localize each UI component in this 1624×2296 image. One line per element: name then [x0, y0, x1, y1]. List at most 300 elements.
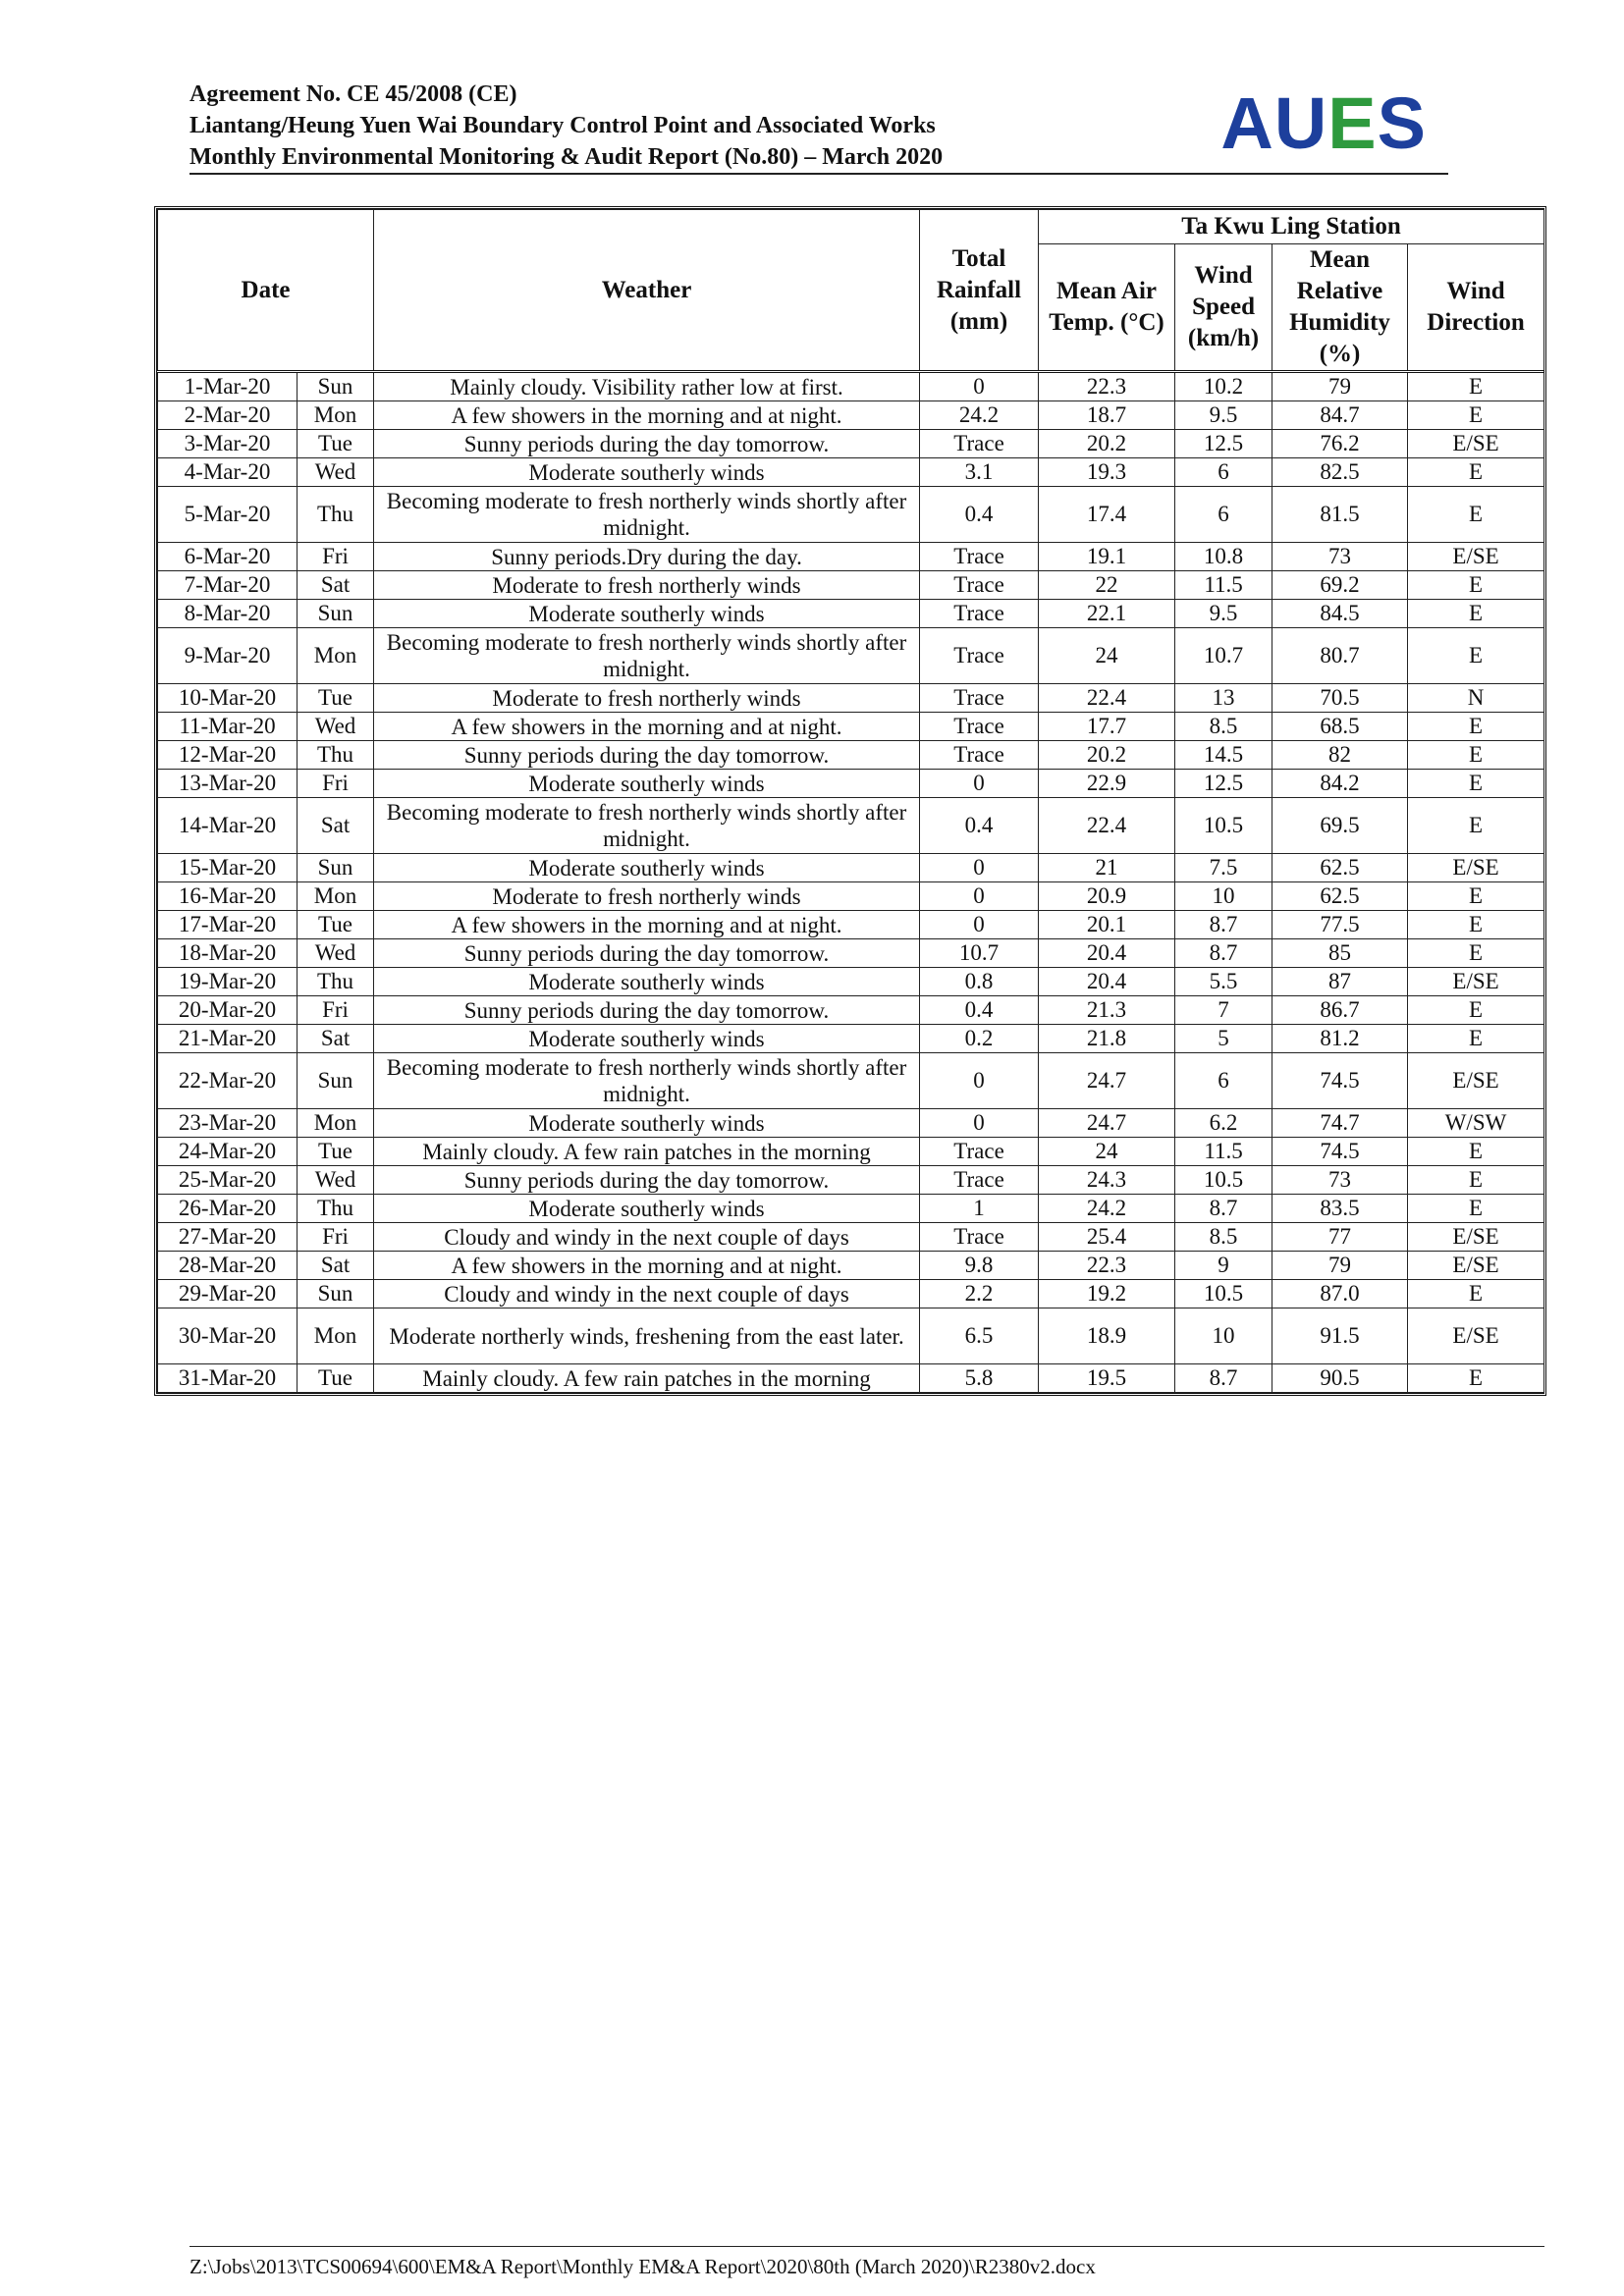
row-rainfall: Trace [920, 1223, 1039, 1252]
row-wind-direction: E [1408, 401, 1544, 430]
row-humidity: 87.0 [1272, 1280, 1408, 1308]
row-weather: A few showers in the morning and at night. [374, 713, 920, 741]
row-wind-direction: E [1408, 713, 1544, 741]
row-date: 5-Mar-20 [158, 487, 298, 543]
row-humidity: 74.5 [1272, 1053, 1408, 1109]
row-date: 14-Mar-20 [158, 798, 298, 854]
row-day: Tue [298, 430, 374, 458]
row-wind-speed: 7.5 [1175, 854, 1272, 882]
row-humidity: 62.5 [1272, 882, 1408, 911]
row-temp: 22.3 [1039, 372, 1175, 401]
row-wind-speed: 12.5 [1175, 770, 1272, 798]
row-temp: 20.4 [1039, 968, 1175, 996]
logo-text-s: S [1377, 82, 1427, 164]
row-day: Mon [298, 1308, 374, 1364]
row-rainfall: 0 [920, 854, 1039, 882]
row-temp: 21.8 [1039, 1025, 1175, 1053]
row-date: 12-Mar-20 [158, 741, 298, 770]
row-day: Mon [298, 628, 374, 684]
row-weather: Cloudy and windy in the next couple of days [374, 1280, 920, 1308]
row-weather: Moderate southerly winds [374, 1025, 920, 1053]
row-temp: 24.2 [1039, 1195, 1175, 1223]
table-row [158, 628, 1544, 684]
table-row [158, 1166, 1544, 1195]
row-temp: 19.1 [1039, 543, 1175, 571]
row-rainfall: 0 [920, 882, 1039, 911]
row-humidity: 77 [1272, 1223, 1408, 1252]
row-humidity: 76.2 [1272, 430, 1408, 458]
table-row [158, 1195, 1544, 1223]
row-weather: Sunny periods during the day tomorrow. [374, 996, 920, 1025]
row-weather: Moderate to fresh northerly winds [374, 684, 920, 713]
row-day: Thu [298, 487, 374, 543]
row-day: Mon [298, 882, 374, 911]
row-wind-speed: 13 [1175, 684, 1272, 713]
row-temp: 18.7 [1039, 401, 1175, 430]
row-humidity: 83.5 [1272, 1195, 1408, 1223]
row-rainfall: Trace [920, 684, 1039, 713]
row-day: Sun [298, 1280, 374, 1308]
row-weather: Sunny periods during the day tomorrow. [374, 939, 920, 968]
row-day: Sat [298, 1025, 374, 1053]
table-row [158, 741, 1544, 770]
table-row [158, 882, 1544, 911]
row-date: 29-Mar-20 [158, 1280, 298, 1308]
row-wind-speed: 11.5 [1175, 1138, 1272, 1166]
row-wind-direction: E [1408, 1364, 1544, 1393]
row-day: Thu [298, 968, 374, 996]
row-date: 31-Mar-20 [158, 1364, 298, 1393]
row-wind-direction: E [1408, 1195, 1544, 1223]
row-wind-speed: 12.5 [1175, 430, 1272, 458]
header-weather: Weather [374, 210, 920, 372]
row-humidity: 77.5 [1272, 911, 1408, 939]
row-temp: 20.2 [1039, 430, 1175, 458]
row-date: 17-Mar-20 [158, 911, 298, 939]
table-row [158, 1053, 1544, 1109]
row-humidity: 80.7 [1272, 628, 1408, 684]
row-wind-speed: 6.2 [1175, 1109, 1272, 1138]
row-date: 7-Mar-20 [158, 571, 298, 600]
row-rainfall: 0 [920, 1109, 1039, 1138]
row-date: 23-Mar-20 [158, 1109, 298, 1138]
row-wind-speed: 8.5 [1175, 1223, 1272, 1252]
row-date: 3-Mar-20 [158, 430, 298, 458]
row-humidity: 84.5 [1272, 600, 1408, 628]
row-weather: Sunny periods during the day tomorrow. [374, 1166, 920, 1195]
row-day: Tue [298, 1138, 374, 1166]
row-wind-direction: E [1408, 628, 1544, 684]
header-date: Date [158, 210, 374, 372]
row-wind-direction: E/SE [1408, 1223, 1544, 1252]
row-wind-direction: E [1408, 996, 1544, 1025]
row-humidity: 82 [1272, 741, 1408, 770]
row-humidity: 86.7 [1272, 996, 1408, 1025]
row-day: Mon [298, 401, 374, 430]
table-row [158, 1223, 1544, 1252]
row-date: 4-Mar-20 [158, 458, 298, 487]
row-temp: 22.9 [1039, 770, 1175, 798]
row-rainfall: 6.5 [920, 1308, 1039, 1364]
row-humidity: 73 [1272, 1166, 1408, 1195]
table-row [158, 401, 1544, 430]
row-rainfall: Trace [920, 713, 1039, 741]
row-wind-speed: 8.7 [1175, 1364, 1272, 1393]
row-date: 25-Mar-20 [158, 1166, 298, 1195]
row-wind-direction: E [1408, 770, 1544, 798]
row-rainfall: 3.1 [920, 458, 1039, 487]
row-day: Sat [298, 798, 374, 854]
header-text-block [189, 79, 943, 173]
row-temp: 22.1 [1039, 600, 1175, 628]
row-weather: Cloudy and windy in the next couple of days [374, 1223, 920, 1252]
row-rainfall: 0 [920, 1053, 1039, 1109]
table-row [158, 770, 1544, 798]
row-wind-direction: W/SW [1408, 1109, 1544, 1138]
row-humidity: 84.2 [1272, 770, 1408, 798]
row-rainfall: Trace [920, 571, 1039, 600]
row-weather: Becoming moderate to fresh northerly winds shortly after midnight. [374, 1053, 920, 1109]
row-humidity: 81.5 [1272, 487, 1408, 543]
row-humidity: 69.5 [1272, 798, 1408, 854]
row-humidity: 73 [1272, 543, 1408, 571]
project-title: Liantang/Heung Yuen Wai Boundary Control Point and Associated Works [189, 113, 936, 138]
row-weather: Mainly cloudy. A few rain patches in the morning [374, 1138, 920, 1166]
row-day: Sat [298, 1252, 374, 1280]
row-date: 21-Mar-20 [158, 1025, 298, 1053]
row-temp: 17.4 [1039, 487, 1175, 543]
row-temp: 19.3 [1039, 458, 1175, 487]
row-date: 6-Mar-20 [158, 543, 298, 571]
row-temp: 21.3 [1039, 996, 1175, 1025]
table-row [158, 798, 1544, 854]
page-footer [189, 2246, 1544, 2279]
row-wind-direction: E [1408, 741, 1544, 770]
row-rainfall: 2.2 [920, 1280, 1039, 1308]
row-wind-speed: 6 [1175, 487, 1272, 543]
row-weather: Mainly cloudy. Visibility rather low at first. [374, 372, 920, 401]
header-humidity: Mean Relative Humidity (%) [1272, 244, 1408, 372]
row-weather: Moderate northerly winds, freshening from the east later. [374, 1308, 920, 1364]
row-humidity: 87 [1272, 968, 1408, 996]
row-wind-speed: 10 [1175, 882, 1272, 911]
table-row [158, 1025, 1544, 1053]
row-rainfall: Trace [920, 1138, 1039, 1166]
table-row [158, 487, 1544, 543]
row-wind-speed: 10.5 [1175, 798, 1272, 854]
row-date: 15-Mar-20 [158, 854, 298, 882]
row-wind-direction: E [1408, 882, 1544, 911]
row-weather: Sunny periods during the day tomorrow. [374, 430, 920, 458]
table-row [158, 1364, 1544, 1393]
row-temp: 22.4 [1039, 798, 1175, 854]
row-day: Sun [298, 600, 374, 628]
row-weather: Becoming moderate to fresh northerly winds shortly after midnight. [374, 628, 920, 684]
row-wind-speed: 7 [1175, 996, 1272, 1025]
row-wind-speed: 6 [1175, 1053, 1272, 1109]
report-title: Monthly Environmental Monitoring & Audit Report (No.80) – March 2020 [189, 144, 944, 170]
row-humidity: 79 [1272, 372, 1408, 401]
row-weather: Moderate southerly winds [374, 1195, 920, 1223]
row-weather: Moderate to fresh northerly winds [374, 882, 920, 911]
row-day: Sat [298, 571, 374, 600]
row-wind-direction: E [1408, 911, 1544, 939]
row-weather: Moderate southerly winds [374, 600, 920, 628]
table-row [158, 1308, 1544, 1364]
row-rainfall: Trace [920, 600, 1039, 628]
row-temp: 21 [1039, 854, 1175, 882]
row-rainfall: 24.2 [920, 401, 1039, 430]
weather-table-container [154, 206, 1546, 1396]
row-date: 18-Mar-20 [158, 939, 298, 968]
row-temp: 22.3 [1039, 1252, 1175, 1280]
row-temp: 24.7 [1039, 1109, 1175, 1138]
row-day: Tue [298, 684, 374, 713]
row-temp: 24.3 [1039, 1166, 1175, 1195]
row-wind-direction: E/SE [1408, 543, 1544, 571]
row-wind-direction: E [1408, 1138, 1544, 1166]
header-rainfall: Total Rainfall (mm) [920, 210, 1039, 372]
row-weather: Becoming moderate to fresh northerly winds shortly after midnight. [374, 487, 920, 543]
row-day: Wed [298, 939, 374, 968]
row-rainfall: 5.8 [920, 1364, 1039, 1393]
row-wind-speed: 8.5 [1175, 713, 1272, 741]
row-weather: Sunny periods.Dry during the day. [374, 543, 920, 571]
row-weather: Mainly cloudy. A few rain patches in the morning [374, 1364, 920, 1393]
row-wind-speed: 10 [1175, 1308, 1272, 1364]
row-temp: 17.7 [1039, 713, 1175, 741]
row-temp: 20.1 [1039, 911, 1175, 939]
row-rainfall: Trace [920, 430, 1039, 458]
row-wind-speed: 9 [1175, 1252, 1272, 1280]
row-rainfall: 0 [920, 911, 1039, 939]
row-humidity: 84.7 [1272, 401, 1408, 430]
row-wind-speed: 6 [1175, 458, 1272, 487]
table-row [158, 1138, 1544, 1166]
row-humidity: 68.5 [1272, 713, 1408, 741]
row-wind-speed: 8.7 [1175, 911, 1272, 939]
row-humidity: 74.5 [1272, 1138, 1408, 1166]
row-day: Wed [298, 458, 374, 487]
row-humidity: 85 [1272, 939, 1408, 968]
table-row [158, 939, 1544, 968]
header-station: Ta Kwu Ling Station [1039, 210, 1544, 244]
row-wind-direction: E/SE [1408, 854, 1544, 882]
table-body [158, 372, 1544, 1393]
row-date: 16-Mar-20 [158, 882, 298, 911]
row-date: 26-Mar-20 [158, 1195, 298, 1223]
row-date: 20-Mar-20 [158, 996, 298, 1025]
row-humidity: 74.7 [1272, 1109, 1408, 1138]
row-weather: Moderate southerly winds [374, 770, 920, 798]
row-rainfall: Trace [920, 628, 1039, 684]
table-row [158, 543, 1544, 571]
row-wind-speed: 11.5 [1175, 571, 1272, 600]
table-row [158, 713, 1544, 741]
row-day: Fri [298, 1223, 374, 1252]
row-wind-speed: 8.7 [1175, 1195, 1272, 1223]
header-temp: Mean Air Temp. (°C) [1039, 244, 1175, 372]
row-temp: 22.4 [1039, 684, 1175, 713]
row-wind-speed: 5 [1175, 1025, 1272, 1053]
row-temp: 19.2 [1039, 1280, 1175, 1308]
row-date: 22-Mar-20 [158, 1053, 298, 1109]
row-rainfall: Trace [920, 543, 1039, 571]
table-row [158, 684, 1544, 713]
row-humidity: 91.5 [1272, 1308, 1408, 1364]
row-rainfall: 10.7 [920, 939, 1039, 968]
agreement-number: Agreement No. CE 45/2008 (CE) [189, 81, 517, 107]
row-wind-direction: E/SE [1408, 430, 1544, 458]
row-wind-speed: 10.7 [1175, 628, 1272, 684]
row-date: 11-Mar-20 [158, 713, 298, 741]
row-temp: 24 [1039, 628, 1175, 684]
row-wind-speed: 10.8 [1175, 543, 1272, 571]
row-day: Fri [298, 996, 374, 1025]
row-weather: Sunny periods during the day tomorrow. [374, 741, 920, 770]
table-row [158, 372, 1544, 401]
row-date: 28-Mar-20 [158, 1252, 298, 1280]
header-divider [189, 173, 1448, 175]
row-humidity: 70.5 [1272, 684, 1408, 713]
row-wind-direction: E/SE [1408, 1308, 1544, 1364]
footer-divider [189, 2246, 1544, 2247]
row-humidity: 81.2 [1272, 1025, 1408, 1053]
row-wind-direction: E [1408, 458, 1544, 487]
row-date: 8-Mar-20 [158, 600, 298, 628]
row-weather: A few showers in the morning and at night. [374, 911, 920, 939]
row-day: Sun [298, 372, 374, 401]
row-date: 1-Mar-20 [158, 372, 298, 401]
row-weather: A few showers in the morning and at night. [374, 1252, 920, 1280]
row-day: Thu [298, 741, 374, 770]
row-weather: Moderate to fresh northerly winds [374, 571, 920, 600]
row-day: Thu [298, 1195, 374, 1223]
row-day: Tue [298, 911, 374, 939]
table-row [158, 996, 1544, 1025]
row-wind-direction: E [1408, 939, 1544, 968]
row-date: 30-Mar-20 [158, 1308, 298, 1364]
header-wind-speed: Wind Speed (km/h) [1175, 244, 1272, 372]
row-weather: Moderate southerly winds [374, 854, 920, 882]
row-temp: 20.4 [1039, 939, 1175, 968]
row-date: 24-Mar-20 [158, 1138, 298, 1166]
aues-logo [1220, 84, 1427, 163]
row-temp: 20.9 [1039, 882, 1175, 911]
logo-text-au: AU [1220, 82, 1328, 164]
row-wind-direction: N [1408, 684, 1544, 713]
row-wind-speed: 9.5 [1175, 401, 1272, 430]
row-day: Wed [298, 1166, 374, 1195]
row-day: Sun [298, 1053, 374, 1109]
row-wind-direction: E [1408, 1280, 1544, 1308]
row-humidity: 90.5 [1272, 1364, 1408, 1393]
row-rainfall: 0.4 [920, 487, 1039, 543]
row-temp: 22 [1039, 571, 1175, 600]
row-date: 2-Mar-20 [158, 401, 298, 430]
row-date: 13-Mar-20 [158, 770, 298, 798]
row-rainfall: Trace [920, 741, 1039, 770]
row-wind-speed: 10.5 [1175, 1166, 1272, 1195]
row-wind-speed: 10.5 [1175, 1280, 1272, 1308]
row-rainfall: 0.4 [920, 798, 1039, 854]
row-wind-speed: 9.5 [1175, 600, 1272, 628]
row-wind-direction: E/SE [1408, 968, 1544, 996]
row-wind-direction: E [1408, 372, 1544, 401]
row-date: 19-Mar-20 [158, 968, 298, 996]
row-wind-direction: E [1408, 1166, 1544, 1195]
row-wind-speed: 14.5 [1175, 741, 1272, 770]
row-wind-speed: 10.2 [1175, 372, 1272, 401]
row-wind-direction: E [1408, 487, 1544, 543]
table-row [158, 1109, 1544, 1138]
row-wind-direction: E [1408, 571, 1544, 600]
file-path: Z:\Jobs\2013\TCS00694\600\EM&A Report\Monthly EM&A Report\2020\80th (March 2020)\R2380v2.docx [189, 2255, 1096, 2278]
table-row [158, 1280, 1544, 1308]
table-row [158, 600, 1544, 628]
row-day: Wed [298, 713, 374, 741]
table-row [158, 571, 1544, 600]
row-rainfall: 0.4 [920, 996, 1039, 1025]
row-weather: Moderate southerly winds [374, 458, 920, 487]
row-day: Sun [298, 854, 374, 882]
table-row [158, 430, 1544, 458]
table-row [158, 854, 1544, 882]
row-wind-speed: 5.5 [1175, 968, 1272, 996]
header-wind-direction: Wind Direction [1408, 244, 1544, 372]
row-temp: 25.4 [1039, 1223, 1175, 1252]
row-weather: Moderate southerly winds [374, 968, 920, 996]
weather-table [157, 209, 1544, 1393]
row-rainfall: 0.2 [920, 1025, 1039, 1053]
row-temp: 19.5 [1039, 1364, 1175, 1393]
row-date: 9-Mar-20 [158, 628, 298, 684]
row-date: 10-Mar-20 [158, 684, 298, 713]
row-rainfall: 9.8 [920, 1252, 1039, 1280]
row-temp: 18.9 [1039, 1308, 1175, 1364]
row-weather: A few showers in the morning and at night. [374, 401, 920, 430]
row-humidity: 79 [1272, 1252, 1408, 1280]
row-rainfall: 0 [920, 770, 1039, 798]
row-temp: 24.7 [1039, 1053, 1175, 1109]
row-rainfall: Trace [920, 1166, 1039, 1195]
row-date: 27-Mar-20 [158, 1223, 298, 1252]
row-day: Fri [298, 543, 374, 571]
row-day: Tue [298, 1364, 374, 1393]
row-rainfall: 1 [920, 1195, 1039, 1223]
row-wind-speed: 8.7 [1175, 939, 1272, 968]
row-weather: Becoming moderate to fresh northerly winds shortly after midnight. [374, 798, 920, 854]
row-humidity: 82.5 [1272, 458, 1408, 487]
table-header [158, 210, 1544, 372]
row-weather: Moderate southerly winds [374, 1109, 920, 1138]
row-wind-direction: E [1408, 1025, 1544, 1053]
row-temp: 24 [1039, 1138, 1175, 1166]
logo-text-e: E [1327, 82, 1378, 164]
row-rainfall: 0.8 [920, 968, 1039, 996]
row-day: Mon [298, 1109, 374, 1138]
row-humidity: 69.2 [1272, 571, 1408, 600]
table-row [158, 968, 1544, 996]
row-wind-direction: E/SE [1408, 1053, 1544, 1109]
table-row [158, 458, 1544, 487]
row-wind-direction: E/SE [1408, 1252, 1544, 1280]
table-row [158, 1252, 1544, 1280]
row-rainfall: 0 [920, 372, 1039, 401]
table-row [158, 911, 1544, 939]
row-wind-direction: E [1408, 600, 1544, 628]
page-header [189, 79, 1448, 175]
